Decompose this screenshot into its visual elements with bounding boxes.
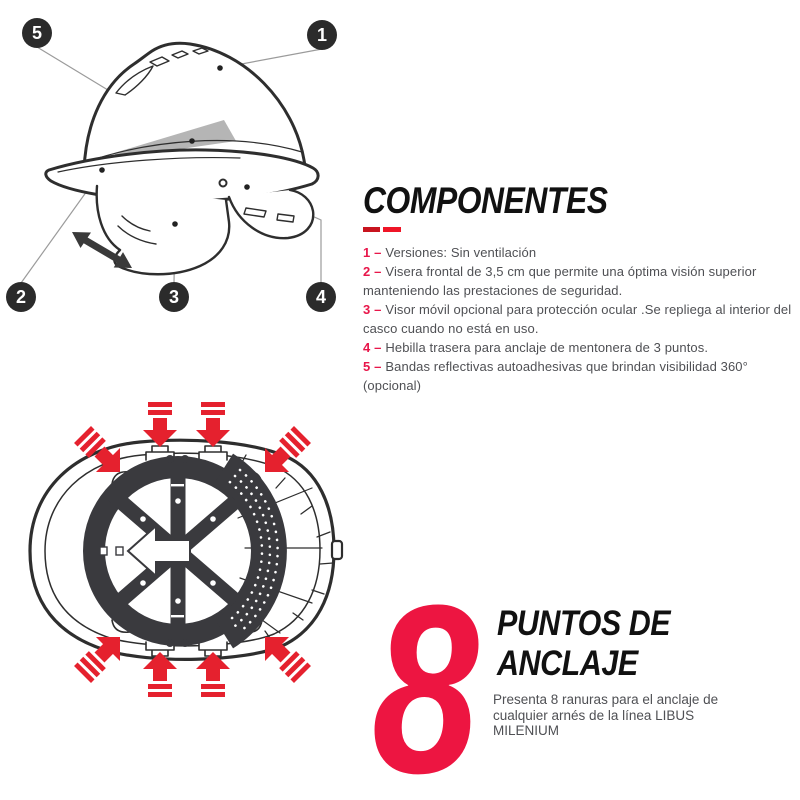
callout-badge-1: [307, 20, 337, 50]
item-text: Visor móvil opcional para protección ocular .Se repliega al interior del casco cuando no está en uso.: [363, 302, 792, 336]
item-dash: –: [374, 302, 382, 317]
anchorage-heading-line1: PUNTOS DE: [497, 604, 671, 643]
helmet-side-figure: [0, 0, 360, 335]
component-item: [363, 262, 800, 300]
component-item: [363, 243, 800, 262]
item-text: Hebilla trasera para anclaje de mentonera de 3 puntos.: [385, 340, 709, 355]
callout-number: 3: [168, 286, 179, 307]
callout-badge-4: [306, 282, 336, 312]
item-text: Bandas reflectivas autoadhesivas que brindan visibilidad 360° (opcional): [363, 359, 748, 393]
item-text: Versiones: Sin ventilación: [385, 245, 537, 260]
item-number: 2: [363, 264, 371, 279]
item-number: 5: [363, 359, 371, 374]
component-item: [363, 338, 800, 357]
item-dash: –: [374, 340, 382, 355]
anchorage-big-number: 8: [372, 555, 479, 800]
component-item: [363, 357, 800, 395]
callout-number: 5: [31, 22, 42, 43]
callout-number: 4: [315, 286, 326, 307]
side-clip: [332, 541, 342, 559]
anchorage-heading-line2: ANCLAJE: [497, 644, 638, 683]
item-number: 3: [363, 302, 371, 317]
helmet-interior-figure: [0, 398, 360, 738]
item-text: Visera frontal de 3,5 cm que permite una óptima visión superior manteniendo las prestaciones de seguridad.: [363, 264, 757, 298]
item-dash: –: [374, 264, 382, 279]
item-dash: –: [374, 245, 382, 260]
item-number: 1: [363, 245, 371, 260]
item-number: 4: [363, 340, 371, 355]
anchorage-heading: [497, 604, 670, 684]
component-item: [363, 300, 800, 338]
callout-badge-2: [6, 282, 36, 312]
rear-ratchet: [229, 190, 313, 238]
components-list: [363, 243, 800, 395]
helmet-interior-diagram: [0, 398, 360, 738]
heading-accent-underline: [363, 227, 403, 232]
callout-badge-3: [159, 282, 189, 312]
callout-badge-5: [22, 18, 52, 48]
item-dash: –: [374, 359, 382, 374]
callout-number: 1: [316, 24, 327, 45]
components-heading: COMPONENTES: [363, 180, 608, 221]
callout-number: 2: [15, 286, 26, 307]
anchorage-description: Presenta 8 ranuras para el anclaje de cualquier arnés de la línea LIBUS MILENIUM: [493, 692, 719, 738]
